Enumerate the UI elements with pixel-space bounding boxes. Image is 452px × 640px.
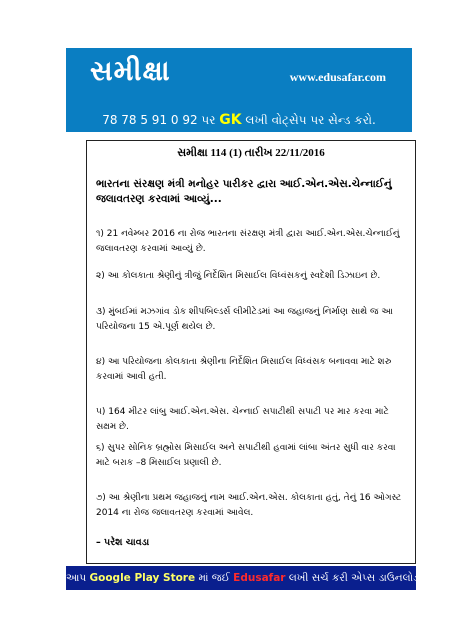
whatsapp-bar bbox=[66, 108, 412, 132]
point-1: ૧) 21 નવેમ્બર 2016 ના રોજ ભારતના સંરક્ષણ મંત્રી દ્વારા આઈ.એન.એસ.ચેન્નાઈનું જલાવતરણ કરવામાં આવ્યું છે. bbox=[96, 229, 400, 254]
whatsapp-suffix: લખી વોટ્સેપ પર સેન્ડ કરો. bbox=[241, 113, 376, 127]
point-4: ૪) આ પરિયોજના કોલકાતા શ્રેણીના નિર્દેશિત મિસાઈલ વિધ્વંસક બનાવવા માટે શરુ કરવામાં આવી હતી. bbox=[96, 357, 392, 382]
brand-label: Edusafar bbox=[233, 572, 286, 584]
header-banner bbox=[66, 48, 412, 108]
point-5: ૫) 164 મીટર લાંબુ આઈ.એન.એસ. ચેન્નાઈ સપાટીથી સપાટી પર માર કરવા માટે સક્ષમ છે. bbox=[96, 407, 389, 432]
website-link[interactable]: www.edusafar.com bbox=[289, 70, 386, 84]
issue-line: સમીક્ષા 114 (1) તારીખ 22/11/2016 bbox=[177, 147, 325, 159]
whatsapp-prefix: 78 78 5 91 0 92 પર bbox=[102, 113, 220, 127]
content-frame bbox=[86, 140, 416, 564]
footer-middle: માં જઈ bbox=[195, 572, 234, 584]
footer-suffix: લખી સર્ચ કરી એપ્સ ડાઉનલોડ કરો bbox=[285, 572, 438, 584]
footer-banner bbox=[66, 566, 438, 590]
gk-keyword: GK bbox=[219, 112, 242, 128]
signature: – પરેશ ચાવડા bbox=[96, 537, 150, 548]
lead-heading: ભારતના સંરક્ષણ મંત્રી મનોહર પારીકર દ્વારા આઈ.એન.એસ.ચેન્નાઈનું જલાવતરણ કરવામાં આવ્યું... bbox=[96, 178, 392, 205]
point-7: ૭) આ શ્રેણીના પ્રથમ જહાજનું નામ આઈ.એન.એસ. કોલકાતા હતું, તેનું 16 ઓગસ્ટ 2014 ના રોજ જલાવતરણ કરવામાં આવેલ. bbox=[96, 493, 402, 518]
play-store-label: Google Play Store bbox=[89, 572, 196, 584]
footer-prefix: આપ bbox=[66, 572, 90, 584]
page-title: સમીક્ષા bbox=[90, 54, 171, 87]
point-6: ૬) સુપર સોનિક બ્રહ્મોસ મિસાઈલ અને સપાટીથી હવામાં લાંબા અંતર સુધી વાર કરવા માટે બરાક –8 મિસાઈલ પ્રણાલી છે. bbox=[96, 443, 396, 468]
point-3: ૩) મુંબઈમાં મઝગાંવ ડોક શીપબિલ્ડર્સ લીમીટેડમાં આ જહાજનું નિર્માણ સાથે જ આ પરિયોજના 15 એ.પૂર્ણ થયેલ છે. bbox=[96, 307, 393, 332]
point-2: ૨) આ કોલકાતા શ્રેણીનું ત્રીજું નિર્દેશિત મિસાઈલ વિધ્વંસકનું સ્વદેશી ડિઝાઇન છે. bbox=[96, 271, 381, 281]
